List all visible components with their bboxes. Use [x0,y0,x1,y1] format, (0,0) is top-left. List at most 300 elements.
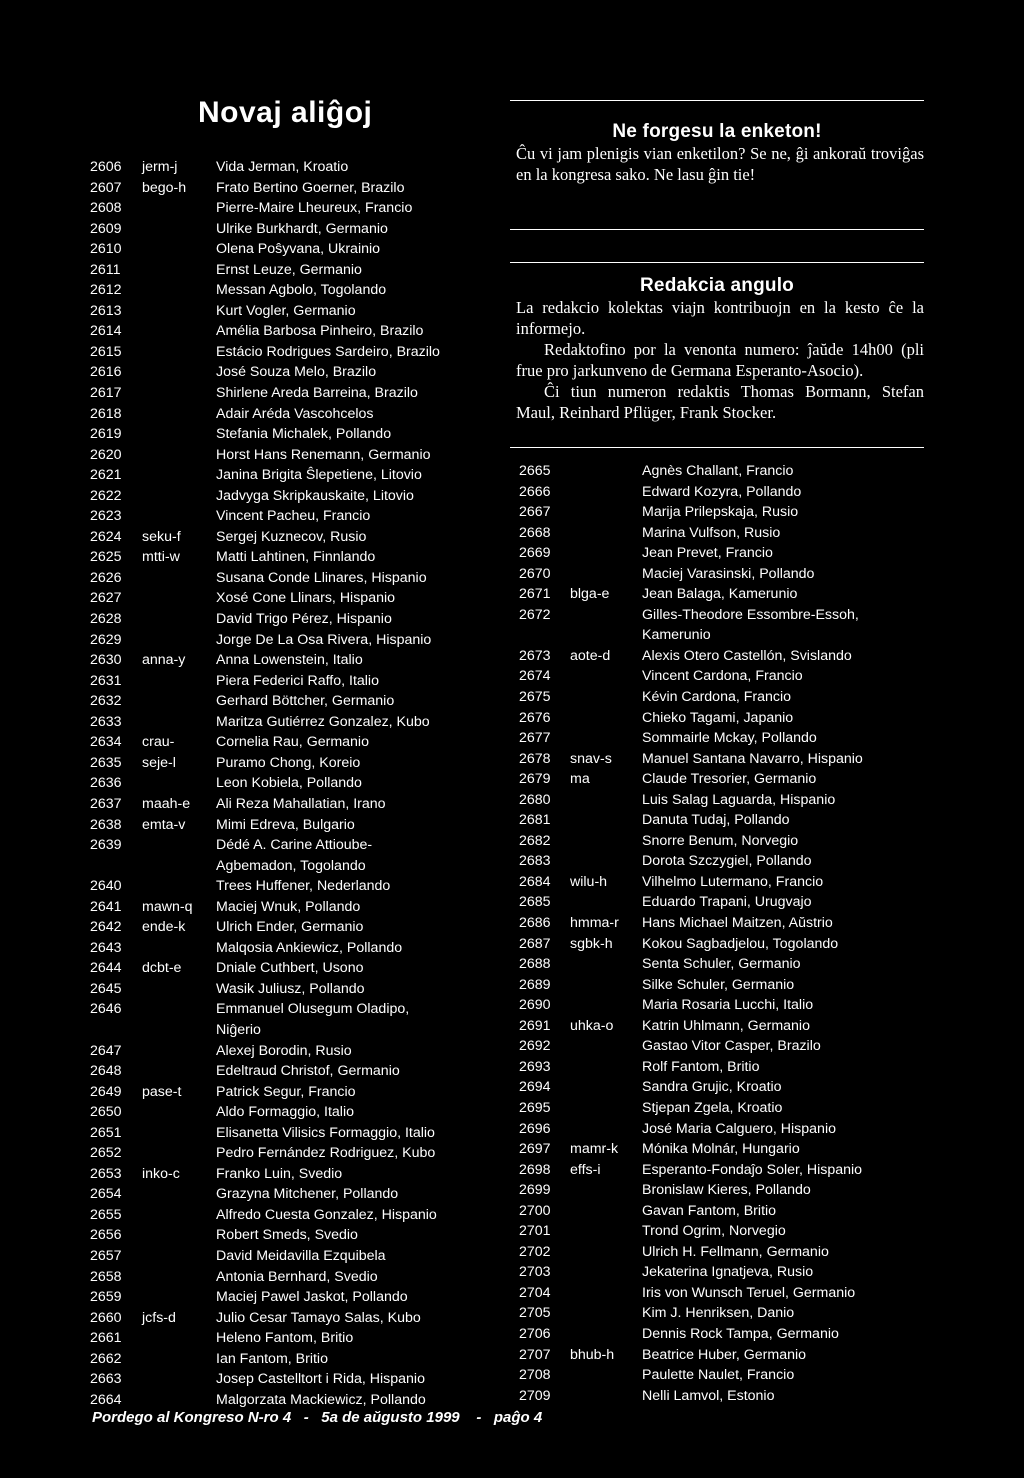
member-number: 2630 [90,652,122,669]
member-number: 2668 [519,524,551,541]
member-name: Malqosia Ankiewicz, Pollando [216,939,403,956]
member-name: Patrick Segur, Francio [216,1083,356,1100]
member-code [570,502,642,523]
member-code [142,1246,216,1267]
member-name: Agbemadon, Togolando [216,857,366,874]
member-number: 2671 [519,586,551,603]
member-name: Jean Balaga, Kamerunio [642,586,798,603]
member-name: Alfredo Cuesta Gonzalez, Hispanio [216,1206,437,1223]
member-number: 2693 [519,1058,551,1075]
member-number: 2708 [519,1367,551,1384]
member-code [570,790,642,811]
member-code [570,687,642,708]
member-code [142,1061,216,1082]
list-item [519,913,864,934]
member-number: 2655 [90,1206,122,1223]
list-item [519,523,864,544]
member-code [142,424,216,445]
list-item [90,609,510,630]
member-number: 2665 [519,463,551,479]
member-name: Xosé Cone Llinars, Hispanio [216,590,396,607]
list-item [519,1077,864,1098]
member-name: Trond Ogrim, Norvegio [642,1223,786,1240]
survey-reminder-text: Ĉu vi jam plenigis vian enketilon? Se ne, ĝi ankoraŭ troviĝas en la kongresa sako. Ne lasu ĝin tie! [516,144,924,184]
member-name: Luis Salag Laguarda, Hispanio [642,791,836,808]
editorial-corner-text-block [510,297,924,423]
member-number: 2613 [90,302,122,319]
member-code [142,383,216,404]
member-code [570,1262,642,1283]
list-item [519,461,864,482]
list-item [90,321,510,342]
member-name: Dniale Cuthbert, Usono [216,960,364,977]
member-name: Shirlene Areda Barreina, Brazilo [216,385,418,402]
member-number: 2624 [90,528,122,545]
member-name: Nelli Lamvol, Estonio [642,1387,775,1404]
member-number: 2666 [519,483,551,500]
member-code [142,362,216,383]
list-item [519,584,864,605]
list-item [519,666,864,687]
member-name: Cornelia Rau, Germanio [216,734,369,751]
member-number: 2650 [90,1104,122,1121]
member-number: 2631 [90,672,122,689]
member-name: Danuta Tudaj, Pollando [642,812,790,829]
member-name: Beatrice Huber, Germanio [642,1346,807,1363]
list-item [90,1308,510,1329]
member-name: Antonia Bernhard, Svedio [216,1268,378,1285]
list-item [519,543,864,564]
survey-reminder-text-block [510,143,924,185]
member-number: 2643 [90,939,122,956]
member-number: 2679 [519,771,551,788]
member-number [90,1020,142,1041]
member-number: 2657 [90,1247,122,1264]
member-name: Pedro Fernández Rodriguez, Kubo [216,1145,436,1162]
member-name: Julio Cesar Tamayo Salas, Kubo [216,1309,421,1326]
member-number: 2653 [90,1165,122,1182]
member-code [570,1036,642,1057]
list-item [90,958,510,979]
member-code [142,712,216,733]
member-code [142,1390,216,1411]
list-item [519,1098,864,1119]
member-number: 2660 [90,1309,122,1326]
list-item [90,917,510,938]
list-item [519,646,864,667]
list-item [90,1225,510,1246]
list-item [90,794,510,815]
member-code: bego-h [142,179,187,196]
member-name: Kurt Vogler, Germanio [216,302,356,319]
member-code [570,1077,642,1098]
member-number: 2674 [519,668,551,685]
member-name: Stjepan Zgela, Kroatio [642,1099,783,1116]
list-item [90,362,510,383]
member-code [142,1041,216,1062]
member-name: Trees Huffener, Nederlando [216,878,391,895]
member-name: Kamerunio [642,627,711,644]
member-code [142,219,216,240]
member-code: inko-c [142,1165,180,1182]
member-name: Vincent Pacheu, Francio [216,508,371,525]
list-item [90,588,510,609]
member-number: 2621 [90,467,122,484]
member-number: 2672 [519,606,551,623]
member-name: Piera Federici Raffo, Italio [216,672,379,689]
member-name: Vida Jerman, Kroatio [216,159,349,175]
member-name: Mimi Edreva, Bulgario [216,816,355,833]
member-code [142,465,216,486]
list-item [519,1180,864,1201]
list-item [90,157,510,178]
member-code [570,954,642,975]
member-code: blga-e [570,586,610,603]
member-number: 2682 [519,832,551,849]
member-code [142,876,216,897]
member-name: Ulrich H. Fellmann, Germanio [642,1243,829,1260]
member-name: Kim J. Henriksen, Danio [642,1305,795,1322]
member-name: Edward Kozyra, Pollando [642,483,802,500]
member-name: Vilhelmo Lutermano, Francio [642,873,824,890]
list-item [90,568,510,589]
member-name: Robert Smeds, Svedio [216,1227,358,1244]
member-name: Horst Hans Renemann, Germanio [216,446,431,463]
member-number: 2694 [519,1079,551,1096]
member-code [142,321,216,342]
member-name: Maciej Varasinski, Pollando [642,565,815,582]
member-number: 2704 [519,1284,551,1301]
member-number: 2611 [90,261,121,278]
member-code: jerm-j [142,159,178,175]
member-number: 2617 [90,385,122,402]
member-code [570,523,642,544]
member-name: Gerhard Böttcher, Germanio [216,693,395,710]
list-item [519,1057,864,1078]
list-item [519,749,864,770]
member-name: Kévin Cardona, Francio [642,689,792,706]
list-item [90,506,510,527]
list-item [519,851,864,872]
member-name: Malgorzata Mackiewicz, Pollando [216,1391,426,1408]
member-code [570,831,642,852]
list-item [519,687,864,708]
list-item [90,547,510,568]
list-item [90,999,510,1020]
list-item [90,1205,510,1226]
member-name: Josep Castelltort i Rida, Hispanio [216,1371,425,1388]
member-code: mamr-k [570,1141,619,1158]
member-code [142,506,216,527]
member-name: Iris von Wunsch Teruel, Germanio [642,1284,856,1301]
member-code [142,404,216,425]
member-code [142,835,216,856]
member-code [142,280,216,301]
member-code: ma [570,771,590,788]
member-number: 2609 [90,220,122,237]
member-code [570,1365,642,1386]
member-number: 2610 [90,241,122,258]
member-name: Edeltraud Christof, Germanio [216,1063,400,1080]
member-name: Vincent Cardona, Francio [642,668,803,685]
member-number: 2692 [519,1038,551,1055]
list-item [90,979,510,1000]
member-number: 2706 [519,1325,551,1342]
member-code [142,1328,216,1349]
member-code [142,342,216,363]
member-number: 2661 [90,1330,122,1347]
member-number: 2678 [519,750,551,767]
list-item [519,831,864,852]
member-number: 2696 [519,1120,551,1137]
list-item [90,1082,510,1103]
list-item [90,1164,510,1185]
member-code: bhub-h [570,1346,615,1363]
member-name: Claude Tresorier, Germanio [642,771,817,788]
list-item [90,301,510,322]
list-item [90,835,510,856]
member-name: Alexej Borodin, Rusio [216,1042,352,1059]
member-name: Elisanetta Vilisics Formaggio, Italio [216,1124,435,1141]
member-code [142,773,216,794]
member-code [570,1283,642,1304]
list-item [90,280,510,301]
member-number: 2659 [90,1289,122,1306]
list-item [90,815,510,836]
member-code [142,1020,216,1041]
member-code: seku-f [142,528,181,545]
member-name: Dorota Szczygiel, Pollando [642,853,812,870]
member-number: 2707 [519,1346,551,1363]
member-number: 2701 [519,1223,551,1240]
member-code: sgbk-h [570,935,613,952]
list-item [90,404,510,425]
list-item [519,708,864,729]
member-code [570,1201,642,1222]
member-code: effs-i [570,1161,601,1178]
list-item [90,1041,510,1062]
member-number: 2618 [90,405,122,422]
member-number: 2690 [519,997,551,1014]
member-code [142,979,216,1000]
list-item [90,527,510,548]
member-code [142,239,216,260]
member-name: Wasik Juliusz, Pollando [216,980,365,997]
member-code: crau- [142,734,175,751]
list-item [90,1123,510,1144]
list-item [519,1221,864,1242]
member-code [142,260,216,281]
list-item [90,1020,510,1041]
member-code [570,728,642,749]
member-number: 2616 [90,364,122,381]
member-number: 2664 [90,1391,122,1408]
member-code [570,1119,642,1140]
member-name: Marina Vulfson, Rusio [642,524,781,541]
member-code: maah-e [142,795,191,812]
list-item [90,712,510,733]
member-name: Jean Prevet, Francio [642,545,773,562]
list-item [519,1365,864,1386]
list-item [90,1246,510,1267]
member-number: 2642 [90,919,122,936]
member-code [570,1242,642,1263]
list-item [90,630,510,651]
member-code [142,671,216,692]
member-code [142,486,216,507]
list-item [90,1102,510,1123]
member-code [142,938,216,959]
member-name: Gavan Fantom, Britio [642,1202,777,1219]
member-code [570,1221,642,1242]
member-name: Rolf Fantom, Britio [642,1058,760,1075]
member-name: Marija Prilepskaja, Rusio [642,504,799,521]
member-number: 2691 [519,1017,551,1034]
member-number: 2683 [519,853,551,870]
list-item [519,502,864,523]
member-code [142,1349,216,1370]
member-code [570,666,642,687]
member-number: 2702 [519,1243,551,1260]
member-code [142,198,216,219]
footer-separator: - [476,1409,482,1426]
list-item [519,995,864,1016]
list-item [519,872,864,893]
member-code [570,482,642,503]
member-name: Ali Reza Mahallatian, Irano [216,795,386,812]
member-name: Ian Fantom, Britio [216,1350,328,1367]
member-name: Estácio Rodrigues Sardeiro, Brazilo [216,343,440,360]
member-number: 2670 [519,565,551,582]
list-item [519,1303,864,1324]
member-name: Ulrich Ender, Germanio [216,919,364,936]
member-name: Chieko Tagami, Japanio [642,709,794,726]
member-number: 2677 [519,730,551,747]
member-name: Hans Michael Maitzen, Aŭstrio [642,915,833,932]
member-name: Jorge De La Osa Rivera, Hispanio [216,631,432,648]
list-item [519,728,864,749]
member-name: Esperanto-Fondaĵo Soler, Hispanio [642,1161,863,1178]
member-number: 2700 [519,1202,551,1219]
member-code [142,301,216,322]
survey-reminder-box [510,100,924,230]
member-code [142,1225,216,1246]
member-code [570,975,642,996]
member-name: Amélia Barbosa Pinheiro, Brazilo [216,323,424,340]
list-item [90,424,510,445]
member-code: mawn-q [142,898,193,915]
list-item [90,465,510,486]
member-number: 2636 [90,775,122,792]
member-code [570,892,642,913]
member-code [142,1184,216,1205]
member-number: 2633 [90,713,122,730]
member-name: Aldo Formaggio, Italio [216,1104,355,1121]
member-code [142,1369,216,1390]
member-name: Manuel Santana Navarro, Hispanio [642,750,863,767]
member-number: 2667 [519,504,551,521]
list-item [519,1324,864,1345]
member-number: 2663 [90,1371,122,1388]
member-code: pase-t [142,1083,182,1100]
member-code [142,630,216,651]
member-number: 2620 [90,446,122,463]
editorial-paragraph-1: La redakcio kolektas viajn kontribuojn en la kesto ĉe la informejo. [516,298,924,338]
list-item [519,1160,864,1181]
member-name: Franko Luin, Svedio [216,1165,343,1182]
member-number: 2680 [519,791,551,808]
member-number: 2669 [519,545,551,562]
member-name: Maritza Gutiérrez Gonzalez, Kubo [216,713,430,730]
editorial-corner-title: Redakcia angulo [640,275,794,296]
member-code [570,1324,642,1345]
member-name: David Trigo Pérez, Hispanio [216,611,392,628]
member-name: Bronislaw Kieres, Pollando [642,1182,811,1199]
member-name: Anna Lowenstein, Italio [216,652,363,669]
member-number: 2658 [90,1268,122,1285]
member-number: 2648 [90,1063,122,1080]
member-number: 2622 [90,487,122,504]
list-item [90,876,510,897]
member-number: 2686 [519,915,551,932]
member-code [142,1143,216,1164]
member-code [570,810,642,831]
list-item [90,486,510,507]
member-code: snav-s [570,750,612,767]
list-item [90,1349,510,1370]
member-number: 2684 [519,873,551,890]
member-number: 2632 [90,693,122,710]
list-item [519,605,864,626]
member-number: 2662 [90,1350,122,1367]
left-member-list [90,157,510,1410]
member-number: 2644 [90,960,122,977]
list-item [519,1016,864,1037]
member-code: uhka-o [570,1017,614,1034]
member-name: Leon Kobiela, Pollando [216,775,362,792]
member-number: 2638 [90,816,122,833]
member-name: Heleno Fantom, Britio [216,1330,354,1347]
member-code [142,1123,216,1144]
member-code [142,588,216,609]
member-name: Frato Bertino Goerner, Brazilo [216,179,405,196]
member-code [142,1287,216,1308]
member-code [570,1303,642,1324]
list-item [519,790,864,811]
member-name: Messan Agbolo, Togolando [216,282,387,299]
member-name: Agnès Challant, Francio [642,463,794,479]
list-item [90,260,510,281]
list-item [90,856,510,877]
member-name: Snorre Benum, Norvegio [642,832,799,849]
member-number: 2651 [90,1124,122,1141]
member-number: 2695 [519,1099,551,1116]
list-item [90,650,510,671]
member-code [570,708,642,729]
member-code [570,625,642,646]
member-number: 2652 [90,1145,122,1162]
list-item [90,938,510,959]
member-code [142,1102,216,1123]
list-item [90,732,510,753]
member-name: Ernst Leuze, Germanio [216,261,362,278]
member-number: 2614 [90,323,122,340]
member-code: ende-k [142,919,186,936]
member-number: 2615 [90,343,122,360]
member-name: Pierre-Maire Lheureux, Francio [216,200,413,217]
member-name: Jadvyga Skripkauskaite, Litovio [216,487,414,504]
member-name: Sommairle Mckay, Pollando [642,730,817,747]
